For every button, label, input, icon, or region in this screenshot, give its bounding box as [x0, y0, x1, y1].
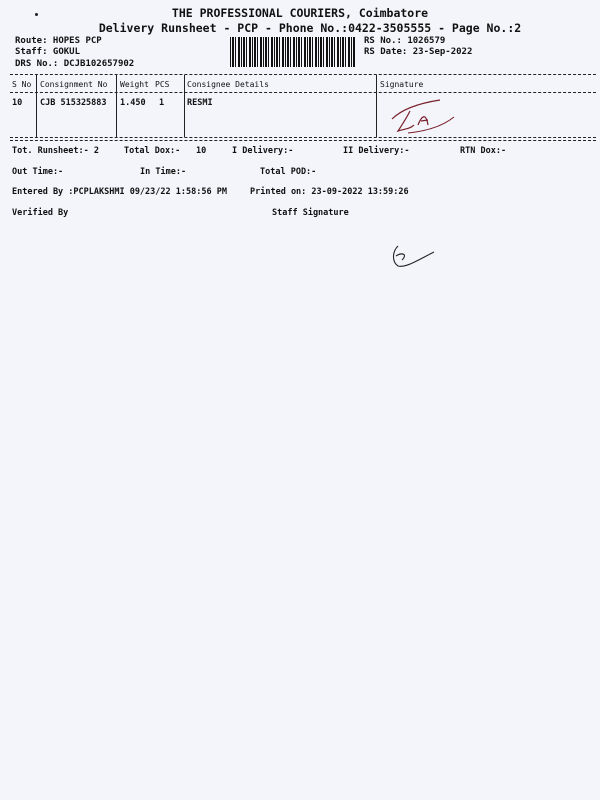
total-dox-value: 10: [196, 146, 207, 156]
total-runsheet: Tot. Runsheet:- 2: [12, 146, 99, 156]
table-header-rule: [10, 92, 596, 93]
verified-by: Verified By: [12, 208, 69, 218]
first-delivery: I Delivery:-: [232, 146, 294, 156]
scan-speck: [35, 13, 38, 16]
col-divider: [116, 75, 117, 137]
printed-on: Printed on: 23-09-2022 13:59:26: [250, 187, 409, 197]
footer-rule: [10, 140, 596, 141]
runsheet-title: Delivery Runsheet - PCP - Phone No.:0422-3505555 - Page No.:2: [98, 21, 522, 35]
col-header-pcs: PCS: [155, 80, 170, 89]
col-divider: [36, 75, 37, 137]
col-header-signature: Signature: [380, 80, 424, 89]
cell-consignee: RESMI: [187, 98, 213, 108]
table-bottom-rule: [10, 137, 596, 138]
in-time: In Time:-: [140, 167, 187, 177]
col-header-weight: Weight: [120, 80, 149, 89]
cell-sno: 10: [12, 98, 23, 108]
drs-number: DRS No.: DCJB102657902: [15, 59, 135, 69]
route-label: Route: HOPES PCP: [15, 36, 102, 46]
staff-signature-label: Staff Signature: [272, 208, 349, 218]
staff-label: Staff: GOKUL: [15, 47, 81, 57]
company-title: THE PROFESSIONAL COURIERS, Coimbatore: [171, 6, 429, 20]
total-pod: Total POD:-: [260, 167, 317, 177]
barcode: [230, 37, 355, 67]
entered-by: Entered By :PCPLAKSHMI 09/23/22 1:58:56 PM: [12, 187, 227, 197]
col-header-sno: S No: [12, 80, 32, 89]
out-time: Out Time:-: [12, 167, 64, 177]
recipient-signature: [388, 95, 468, 137]
second-delivery: II Delivery:-: [343, 146, 410, 156]
cell-pcs: 1: [159, 98, 165, 108]
col-divider: [376, 75, 377, 137]
table-top-rule: [10, 74, 596, 75]
cell-consignment-no: CJB 515325883: [40, 98, 107, 108]
rs-date: RS Date: 23-Sep-2022: [364, 47, 473, 57]
rs-number: RS No.: 1026579: [364, 36, 446, 46]
col-header-consignee: Consignee Details: [187, 80, 269, 89]
total-dox-label: Total Dox:-: [124, 146, 181, 156]
cell-weight: 1.450: [120, 98, 146, 108]
col-divider: [184, 75, 185, 137]
staff-signature: [388, 240, 438, 272]
return-dox: RTN Dox:-: [460, 146, 507, 156]
col-header-consignment: Consignment No: [40, 80, 108, 89]
